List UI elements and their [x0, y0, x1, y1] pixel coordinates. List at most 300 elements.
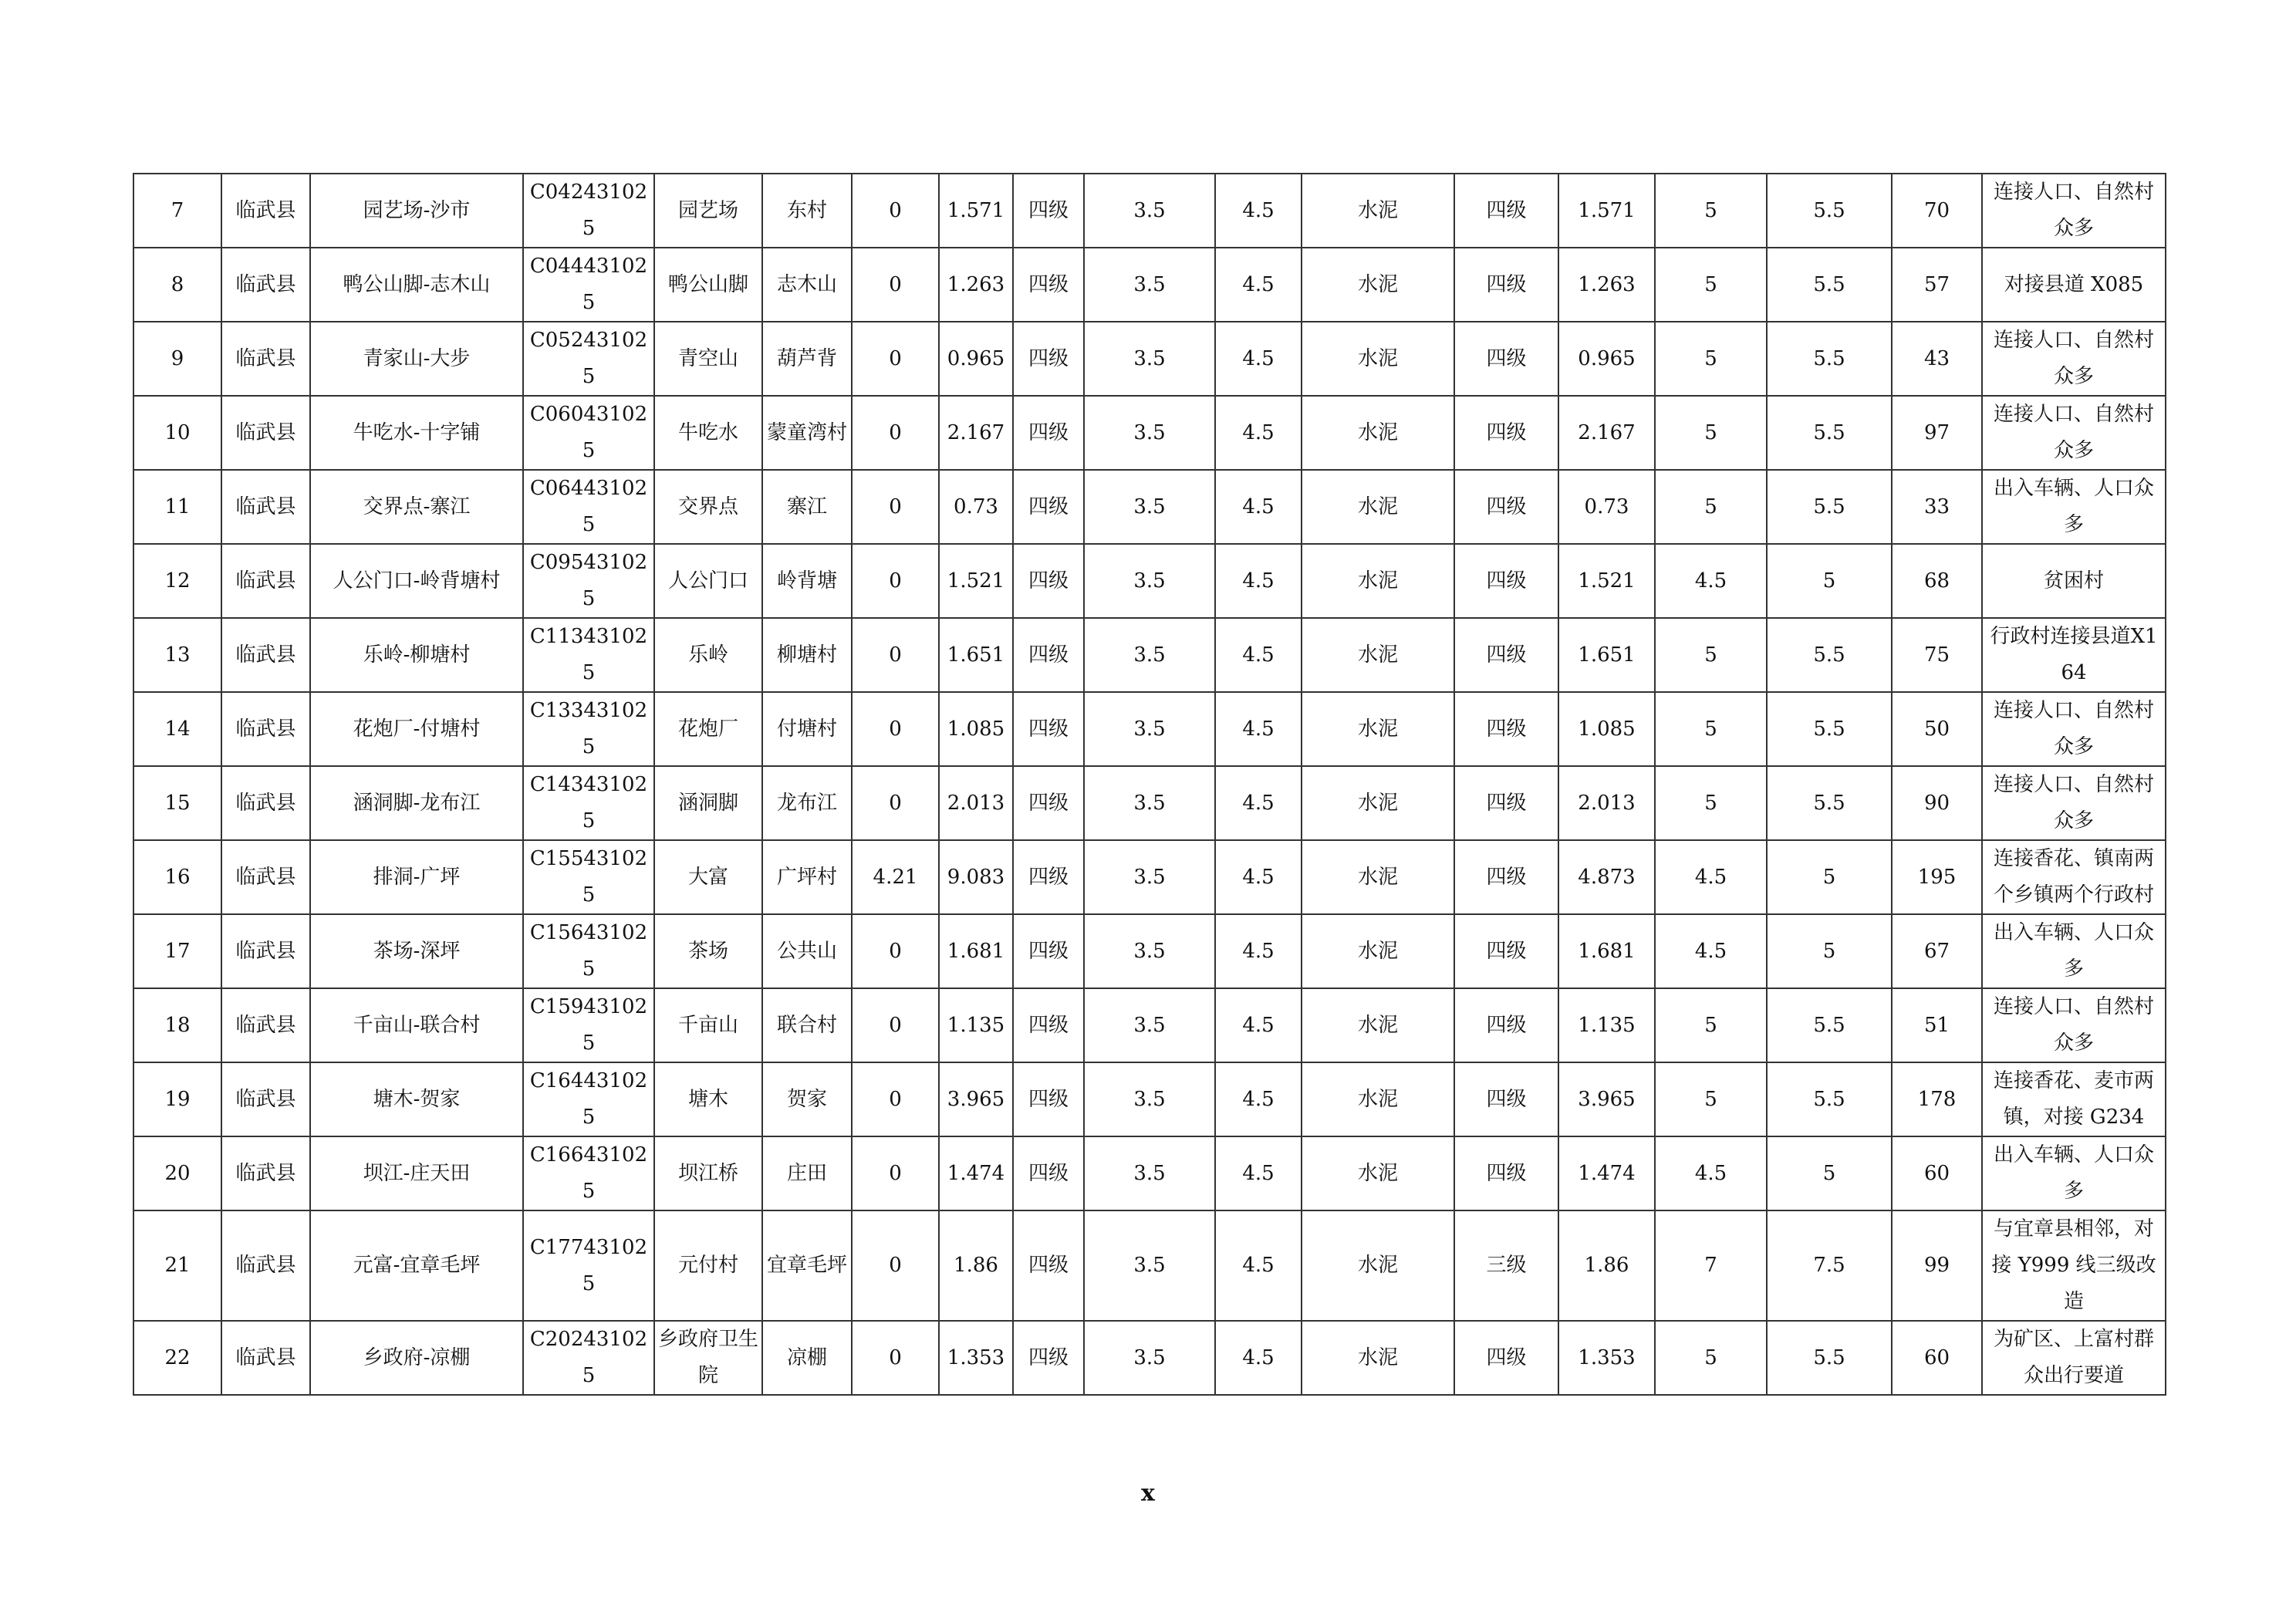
cell-road-name: 涵洞脚-龙布江: [310, 766, 523, 840]
cell-surface-type: 水泥: [1302, 396, 1454, 470]
cell-note: 贫困村: [1982, 544, 2166, 618]
cell-investment: 178: [1892, 1062, 1982, 1136]
cell-investment: 99: [1892, 1210, 1982, 1321]
cell-start-point: 茶场: [654, 914, 762, 988]
cell-roadbed-width: 4.5: [1215, 322, 1302, 396]
cell-planned-grade: 四级: [1454, 618, 1558, 692]
cell-no: 7: [133, 174, 221, 248]
cell-grade: 四级: [1013, 692, 1084, 766]
cell-surface-width: 3.5: [1084, 322, 1215, 396]
cell-road-name: 坝江-庄天田: [310, 1136, 523, 1210]
cell-grade: 四级: [1013, 914, 1084, 988]
cell-no: 12: [133, 544, 221, 618]
cell-grade: 四级: [1013, 1210, 1084, 1321]
cell-planned-roadbed-width: 5.5: [1767, 322, 1892, 396]
cell-planned-surface-width: 5: [1655, 248, 1767, 322]
cell-road-name: 鸭公山脚-志木山: [310, 248, 523, 322]
cell-planned-grade: 四级: [1454, 396, 1558, 470]
cell-grade: 四级: [1013, 1136, 1084, 1210]
cell-start-stake: 0: [852, 174, 939, 248]
cell-grade: 四级: [1013, 470, 1084, 544]
cell-investment: 70: [1892, 174, 1982, 248]
cell-planned-surface-width: 4.5: [1655, 840, 1767, 914]
cell-grade: 四级: [1013, 396, 1084, 470]
cell-start-stake: 0: [852, 766, 939, 840]
cell-mileage: 4.873: [1558, 840, 1655, 914]
cell-road-name: 千亩山-联合村: [310, 988, 523, 1062]
cell-start-point: 大富: [654, 840, 762, 914]
cell-planned-roadbed-width: 5.5: [1767, 470, 1892, 544]
cell-no: 19: [133, 1062, 221, 1136]
cell-surface-type: 水泥: [1302, 840, 1454, 914]
cell-planned-grade: 四级: [1454, 544, 1558, 618]
table-row: [133, 618, 2166, 692]
cell-planned-surface-width: 5: [1655, 1062, 1767, 1136]
cell-road-code: C044431025: [523, 248, 654, 322]
cell-investment: 43: [1892, 322, 1982, 396]
cell-start-point: 花炮厂: [654, 692, 762, 766]
cell-end-stake: 1.681: [939, 914, 1013, 988]
cell-planned-grade: 三级: [1454, 1210, 1558, 1321]
cell-start-point: 园艺场: [654, 174, 762, 248]
cell-planned-grade: 四级: [1454, 914, 1558, 988]
cell-end-point: 葫芦背: [762, 322, 852, 396]
cell-end-point: 蒙童湾村: [762, 396, 852, 470]
cell-roadbed-width: 4.5: [1215, 1136, 1302, 1210]
cell-mileage: 0.73: [1558, 470, 1655, 544]
cell-planned-surface-width: 5: [1655, 470, 1767, 544]
cell-surface-type: 水泥: [1302, 174, 1454, 248]
cell-surface-type: 水泥: [1302, 544, 1454, 618]
cell-road-name: 交界点-寨江: [310, 470, 523, 544]
cell-mileage: 1.263: [1558, 248, 1655, 322]
cell-note: 连接人口、自然村众多: [1982, 988, 2166, 1062]
cell-surface-type: 水泥: [1302, 988, 1454, 1062]
cell-end-point: 付塘村: [762, 692, 852, 766]
cell-note: 连接人口、自然村众多: [1982, 174, 2166, 248]
cell-planned-grade: 四级: [1454, 322, 1558, 396]
cell-planned-surface-width: 4.5: [1655, 544, 1767, 618]
cell-planned-roadbed-width: 5.5: [1767, 396, 1892, 470]
cell-roadbed-width: 4.5: [1215, 618, 1302, 692]
cell-note: 连接人口、自然村众多: [1982, 692, 2166, 766]
cell-surface-width: 3.5: [1084, 470, 1215, 544]
cell-planned-grade: 四级: [1454, 1062, 1558, 1136]
cell-county: 临武县: [221, 1062, 310, 1136]
cell-surface-width: 3.5: [1084, 988, 1215, 1062]
cell-road-code: C095431025: [523, 544, 654, 618]
cell-road-code: C166431025: [523, 1136, 654, 1210]
cell-no: 8: [133, 248, 221, 322]
cell-start-stake: 0: [852, 1321, 939, 1395]
cell-start-point: 元付村: [654, 1210, 762, 1321]
cell-start-point: 塘木: [654, 1062, 762, 1136]
cell-planned-grade: 四级: [1454, 248, 1558, 322]
cell-road-name: 青家山-大步: [310, 322, 523, 396]
cell-county: 临武县: [221, 174, 310, 248]
cell-roadbed-width: 4.5: [1215, 174, 1302, 248]
cell-road-name: 乐岭-柳塘村: [310, 618, 523, 692]
cell-start-point: 交界点: [654, 470, 762, 544]
cell-grade: 四级: [1013, 1062, 1084, 1136]
cell-end-point: 柳塘村: [762, 618, 852, 692]
cell-road-name: 园艺场-沙市: [310, 174, 523, 248]
cell-investment: 90: [1892, 766, 1982, 840]
cell-mileage: 1.135: [1558, 988, 1655, 1062]
cell-planned-grade: 四级: [1454, 1136, 1558, 1210]
cell-no: 21: [133, 1210, 221, 1321]
cell-surface-type: 水泥: [1302, 1321, 1454, 1395]
cell-planned-roadbed-width: 5.5: [1767, 248, 1892, 322]
cell-county: 临武县: [221, 618, 310, 692]
cell-county: 临武县: [221, 914, 310, 988]
cell-roadbed-width: 4.5: [1215, 248, 1302, 322]
cell-no: 14: [133, 692, 221, 766]
table-row: [133, 988, 2166, 1062]
cell-planned-roadbed-width: 5: [1767, 1136, 1892, 1210]
cell-planned-roadbed-width: 5.5: [1767, 988, 1892, 1062]
cell-planned-roadbed-width: 5.5: [1767, 692, 1892, 766]
table-row: [133, 840, 2166, 914]
cell-end-point: 广坪村: [762, 840, 852, 914]
cell-mileage: 1.651: [1558, 618, 1655, 692]
page-number: x: [1141, 1480, 1155, 1507]
cell-start-stake: 0: [852, 988, 939, 1062]
cell-county: 临武县: [221, 396, 310, 470]
cell-surface-width: 3.5: [1084, 840, 1215, 914]
cell-surface-width: 3.5: [1084, 766, 1215, 840]
cell-no: 9: [133, 322, 221, 396]
cell-planned-grade: 四级: [1454, 470, 1558, 544]
cell-no: 17: [133, 914, 221, 988]
cell-road-name: 排洞-广坪: [310, 840, 523, 914]
cell-grade: 四级: [1013, 1321, 1084, 1395]
cell-mileage: 1.86: [1558, 1210, 1655, 1321]
cell-end-point: 志木山: [762, 248, 852, 322]
cell-end-stake: 0.965: [939, 322, 1013, 396]
cell-no: 13: [133, 618, 221, 692]
cell-end-stake: 1.474: [939, 1136, 1013, 1210]
cell-no: 11: [133, 470, 221, 544]
cell-planned-roadbed-width: 7.5: [1767, 1210, 1892, 1321]
cell-end-stake: 1.86: [939, 1210, 1013, 1321]
table-row: [133, 174, 2166, 248]
cell-roadbed-width: 4.5: [1215, 914, 1302, 988]
cell-no: 22: [133, 1321, 221, 1395]
cell-road-name: 茶场-深坪: [310, 914, 523, 988]
cell-start-stake: 0: [852, 470, 939, 544]
cell-planned-roadbed-width: 5.5: [1767, 618, 1892, 692]
cell-no: 20: [133, 1136, 221, 1210]
cell-road-code: C042431025: [523, 174, 654, 248]
cell-start-point: 鸭公山脚: [654, 248, 762, 322]
cell-surface-width: 3.5: [1084, 544, 1215, 618]
cell-mileage: 1.681: [1558, 914, 1655, 988]
cell-roadbed-width: 4.5: [1215, 1321, 1302, 1395]
cell-note: 连接人口、自然村众多: [1982, 396, 2166, 470]
cell-road-name: 花炮厂-付塘村: [310, 692, 523, 766]
cell-roadbed-width: 4.5: [1215, 692, 1302, 766]
cell-county: 临武县: [221, 1136, 310, 1210]
cell-end-point: 宜章毛坪: [762, 1210, 852, 1321]
cell-planned-grade: 四级: [1454, 766, 1558, 840]
cell-surface-type: 水泥: [1302, 1062, 1454, 1136]
cell-road-name: 人公门口-岭背塘村: [310, 544, 523, 618]
cell-start-stake: 0: [852, 544, 939, 618]
cell-grade: 四级: [1013, 322, 1084, 396]
cell-planned-surface-width: 5: [1655, 1321, 1767, 1395]
cell-grade: 四级: [1013, 174, 1084, 248]
cell-county: 临武县: [221, 692, 310, 766]
table-row: [133, 470, 2166, 544]
cell-roadbed-width: 4.5: [1215, 1062, 1302, 1136]
cell-note: 连接人口、自然村众多: [1982, 322, 2166, 396]
cell-surface-type: 水泥: [1302, 248, 1454, 322]
cell-surface-width: 3.5: [1084, 1062, 1215, 1136]
cell-start-stake: 4.21: [852, 840, 939, 914]
cell-road-name: 塘木-贺家: [310, 1062, 523, 1136]
cell-note: 连接香花、镇南两个乡镇两个行政村: [1982, 840, 2166, 914]
cell-road-name: 牛吃水-十字铺: [310, 396, 523, 470]
cell-end-point: 公共山: [762, 914, 852, 988]
cell-planned-roadbed-width: 5.5: [1767, 174, 1892, 248]
cell-mileage: 1.474: [1558, 1136, 1655, 1210]
cell-planned-surface-width: 5: [1655, 766, 1767, 840]
cell-investment: 51: [1892, 988, 1982, 1062]
cell-planned-surface-width: 4.5: [1655, 1136, 1767, 1210]
cell-road-name: 元富-宜章毛坪: [310, 1210, 523, 1321]
cell-surface-width: 3.5: [1084, 692, 1215, 766]
cell-start-stake: 0: [852, 248, 939, 322]
cell-start-point: 乐岭: [654, 618, 762, 692]
cell-grade: 四级: [1013, 988, 1084, 1062]
cell-planned-roadbed-width: 5: [1767, 840, 1892, 914]
table-row: [133, 1210, 2166, 1321]
cell-investment: 195: [1892, 840, 1982, 914]
cell-no: 16: [133, 840, 221, 914]
table-row: [133, 766, 2166, 840]
cell-planned-roadbed-width: 5.5: [1767, 1062, 1892, 1136]
cell-mileage: 1.521: [1558, 544, 1655, 618]
table-row: [133, 1062, 2166, 1136]
cell-planned-roadbed-width: 5: [1767, 914, 1892, 988]
cell-surface-type: 水泥: [1302, 322, 1454, 396]
road-table: [133, 173, 2166, 1396]
cell-start-stake: 0: [852, 1136, 939, 1210]
cell-planned-surface-width: 7: [1655, 1210, 1767, 1321]
cell-start-stake: 0: [852, 618, 939, 692]
cell-planned-roadbed-width: 5: [1767, 544, 1892, 618]
cell-surface-type: 水泥: [1302, 470, 1454, 544]
cell-road-code: C060431025: [523, 396, 654, 470]
cell-mileage: 1.353: [1558, 1321, 1655, 1395]
cell-planned-surface-width: 5: [1655, 692, 1767, 766]
cell-road-code: C177431025: [523, 1210, 654, 1321]
cell-grade: 四级: [1013, 766, 1084, 840]
cell-surface-width: 3.5: [1084, 248, 1215, 322]
cell-surface-type: 水泥: [1302, 914, 1454, 988]
cell-planned-surface-width: 4.5: [1655, 914, 1767, 988]
cell-road-name: 乡政府-凉棚: [310, 1321, 523, 1395]
cell-start-point: 牛吃水: [654, 396, 762, 470]
table-row: [133, 914, 2166, 988]
cell-surface-type: 水泥: [1302, 1210, 1454, 1321]
cell-roadbed-width: 4.5: [1215, 396, 1302, 470]
cell-planned-surface-width: 5: [1655, 174, 1767, 248]
cell-county: 临武县: [221, 988, 310, 1062]
cell-note: 出入车辆、人口众多: [1982, 1136, 2166, 1210]
cell-mileage: 1.571: [1558, 174, 1655, 248]
cell-grade: 四级: [1013, 840, 1084, 914]
cell-no: 15: [133, 766, 221, 840]
cell-investment: 60: [1892, 1321, 1982, 1395]
cell-roadbed-width: 4.5: [1215, 470, 1302, 544]
cell-investment: 97: [1892, 396, 1982, 470]
cell-no: 10: [133, 396, 221, 470]
cell-road-code: C052431025: [523, 322, 654, 396]
cell-surface-width: 3.5: [1084, 1321, 1215, 1395]
cell-start-stake: 0: [852, 1062, 939, 1136]
cell-planned-surface-width: 5: [1655, 396, 1767, 470]
cell-investment: 75: [1892, 618, 1982, 692]
table-body: [133, 174, 2166, 1395]
cell-road-code: C113431025: [523, 618, 654, 692]
cell-note: 为矿区、上富村群众出行要道: [1982, 1321, 2166, 1395]
cell-surface-type: 水泥: [1302, 618, 1454, 692]
cell-grade: 四级: [1013, 248, 1084, 322]
cell-planned-roadbed-width: 5.5: [1767, 1321, 1892, 1395]
cell-planned-grade: 四级: [1454, 840, 1558, 914]
cell-county: 临武县: [221, 248, 310, 322]
cell-end-stake: 2.167: [939, 396, 1013, 470]
cell-end-stake: 1.521: [939, 544, 1013, 618]
cell-investment: 60: [1892, 1136, 1982, 1210]
cell-end-stake: 1.263: [939, 248, 1013, 322]
cell-no: 18: [133, 988, 221, 1062]
cell-county: 临武县: [221, 1210, 310, 1321]
cell-surface-type: 水泥: [1302, 766, 1454, 840]
cell-start-stake: 0: [852, 1210, 939, 1321]
cell-surface-width: 3.5: [1084, 1136, 1215, 1210]
table-row: [133, 692, 2166, 766]
cell-surface-width: 3.5: [1084, 1210, 1215, 1321]
cell-start-stake: 0: [852, 322, 939, 396]
cell-mileage: 3.965: [1558, 1062, 1655, 1136]
cell-roadbed-width: 4.5: [1215, 988, 1302, 1062]
cell-county: 临武县: [221, 322, 310, 396]
cell-county: 临武县: [221, 840, 310, 914]
cell-investment: 50: [1892, 692, 1982, 766]
cell-mileage: 2.167: [1558, 396, 1655, 470]
cell-note: 对接县道 X085: [1982, 248, 2166, 322]
cell-surface-type: 水泥: [1302, 692, 1454, 766]
table-row: [133, 396, 2166, 470]
cell-end-stake: 2.013: [939, 766, 1013, 840]
cell-road-code: C155431025: [523, 840, 654, 914]
table-row: [133, 1321, 2166, 1395]
cell-investment: 57: [1892, 248, 1982, 322]
cell-end-point: 东村: [762, 174, 852, 248]
cell-county: 临武县: [221, 544, 310, 618]
cell-road-code: C143431025: [523, 766, 654, 840]
cell-mileage: 2.013: [1558, 766, 1655, 840]
cell-investment: 33: [1892, 470, 1982, 544]
cell-end-stake: 3.965: [939, 1062, 1013, 1136]
cell-start-stake: 0: [852, 396, 939, 470]
cell-mileage: 1.085: [1558, 692, 1655, 766]
cell-end-stake: 1.135: [939, 988, 1013, 1062]
cell-grade: 四级: [1013, 544, 1084, 618]
cell-county: 临武县: [221, 766, 310, 840]
cell-roadbed-width: 4.5: [1215, 1210, 1302, 1321]
cell-end-point: 凉棚: [762, 1321, 852, 1395]
cell-planned-grade: 四级: [1454, 988, 1558, 1062]
cell-investment: 68: [1892, 544, 1982, 618]
cell-planned-surface-width: 5: [1655, 988, 1767, 1062]
cell-road-code: C164431025: [523, 1062, 654, 1136]
cell-surface-width: 3.5: [1084, 618, 1215, 692]
cell-planned-grade: 四级: [1454, 174, 1558, 248]
cell-end-point: 联合村: [762, 988, 852, 1062]
cell-road-code: C202431025: [523, 1321, 654, 1395]
cell-start-stake: 0: [852, 692, 939, 766]
cell-note: 连接香花、麦市两镇，对接 G234: [1982, 1062, 2166, 1136]
cell-end-stake: 9.083: [939, 840, 1013, 914]
cell-end-stake: 1.353: [939, 1321, 1013, 1395]
cell-end-stake: 0.73: [939, 470, 1013, 544]
cell-road-code: C159431025: [523, 988, 654, 1062]
cell-surface-width: 3.5: [1084, 174, 1215, 248]
cell-planned-grade: 四级: [1454, 1321, 1558, 1395]
cell-note: 连接人口、自然村众多: [1982, 766, 2166, 840]
table-row: [133, 322, 2166, 396]
table-row: [133, 248, 2166, 322]
cell-start-point: 涵洞脚: [654, 766, 762, 840]
cell-county: 临武县: [221, 1321, 310, 1395]
cell-end-point: 寨江: [762, 470, 852, 544]
cell-surface-type: 水泥: [1302, 1136, 1454, 1210]
cell-start-point: 青空山: [654, 322, 762, 396]
cell-grade: 四级: [1013, 618, 1084, 692]
cell-road-code: C064431025: [523, 470, 654, 544]
cell-planned-roadbed-width: 5.5: [1767, 766, 1892, 840]
cell-end-stake: 1.085: [939, 692, 1013, 766]
cell-planned-grade: 四级: [1454, 692, 1558, 766]
cell-road-code: C133431025: [523, 692, 654, 766]
cell-end-stake: 1.571: [939, 174, 1013, 248]
cell-roadbed-width: 4.5: [1215, 544, 1302, 618]
cell-surface-width: 3.5: [1084, 914, 1215, 988]
cell-roadbed-width: 4.5: [1215, 840, 1302, 914]
cell-start-point: 坝江桥: [654, 1136, 762, 1210]
cell-end-point: 岭背塘: [762, 544, 852, 618]
cell-start-point: 乡政府卫生院: [654, 1321, 762, 1395]
cell-road-code: C156431025: [523, 914, 654, 988]
cell-surface-width: 3.5: [1084, 396, 1215, 470]
cell-note: 与宜章县相邻，对接 Y999 线三级改造: [1982, 1210, 2166, 1321]
cell-note: 行政村连接县道X164: [1982, 618, 2166, 692]
cell-start-stake: 0: [852, 914, 939, 988]
cell-county: 临武县: [221, 470, 310, 544]
cell-note: 出入车辆、人口众多: [1982, 914, 2166, 988]
cell-start-point: 千亩山: [654, 988, 762, 1062]
cell-planned-surface-width: 5: [1655, 618, 1767, 692]
cell-end-point: 贺家: [762, 1062, 852, 1136]
cell-start-point: 人公门口: [654, 544, 762, 618]
cell-planned-surface-width: 5: [1655, 322, 1767, 396]
cell-note: 出入车辆、人口众多: [1982, 470, 2166, 544]
cell-roadbed-width: 4.5: [1215, 766, 1302, 840]
